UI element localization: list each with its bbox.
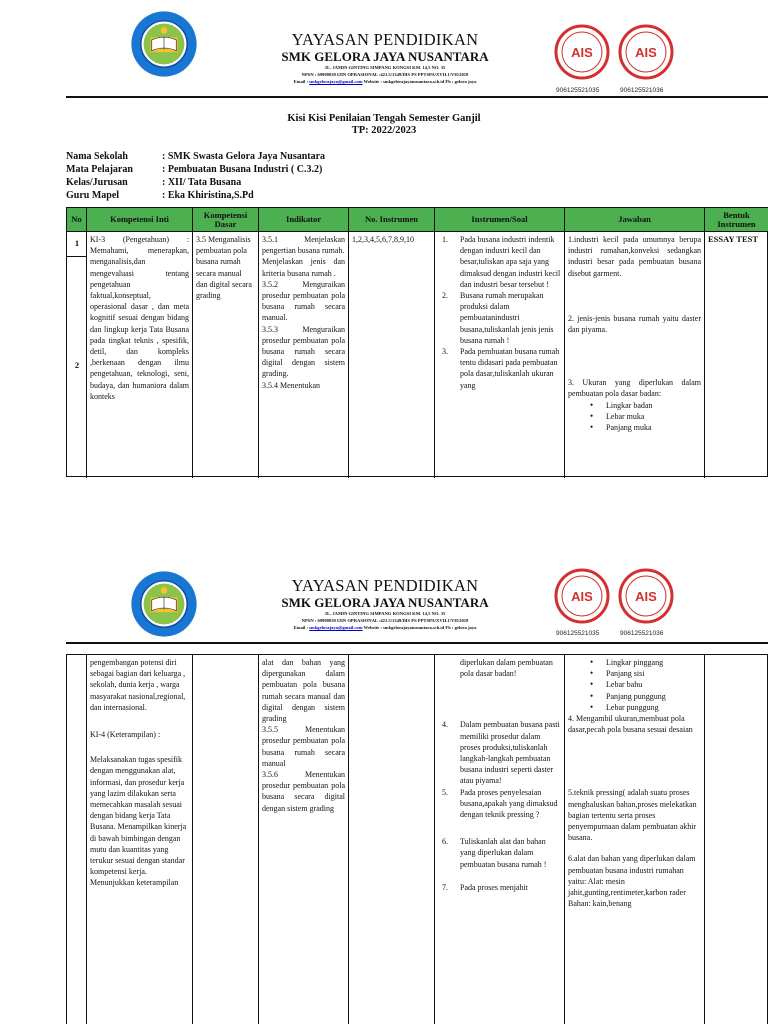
iso-cert-badge-2 xyxy=(616,568,676,624)
col-header-soal: Instrumen/Soal xyxy=(435,208,565,232)
page-gap xyxy=(0,500,768,560)
instrument-number-cell: 1,2,3,4,5,6,7,8,9,10 xyxy=(349,232,435,478)
answer-bullet: • Panjang sisi xyxy=(568,668,701,679)
question-1: 1. Pada busana industri indentik dengan industri kecil dan besar,tuliskan apa saja yang dimaksud dengan industri kecil dan industri besar tersebut ! xyxy=(442,235,561,289)
jawaban-cell: • Lingkar pinggang • Panjang sisi • Lebar bahu • Panjang punggung • Lebar punggung 4. Mengambil ukuran,membuat pola dasar,pecah pola busana sesuai desaian 5.teknik pressing( adalah suatu proses menghaluskan bahan,proses melekatkan bagian tertentu serta proses penyempurnaan dalam pembuatan akhir busana. 6.alat dan bahan yang diperlukan dalam pembuatan busana industri rumahan yaitu: Alat: mesin jahit,gunting,rentimeter,karbon rader Bahan: kain,benang xyxy=(565,655,705,1024)
school-contact: Email : smkgelorajaya@gmail.com Website : smkgelorajayanusantara.sch.id Fb : gelora jaya xyxy=(293,79,477,84)
answer-bullet: • Lebar muka xyxy=(568,411,701,422)
header-divider xyxy=(66,96,768,98)
ki-cell: pengembangan potensi diri sebagai bagian dari keluarga , sekolah, dunia kerja , warga masyarakat nasional,regional, dan internasional. KI-4 (Keterampilan) : Melaksanakan tugas spesifik dengan menggunakan alat, informasi, dan prosedur kerja yang lazim dilakukan serta memecahkan masalah sesuai dengan bidang kerja Tata Busana. Menampilkan kinerja di bawah bimbingan dengan mutu dan kuantitas yang terukur sesuai dengan standar kompetensi kerja. Menunjukkan keterampilan xyxy=(87,655,193,1024)
foundation-name: YAYASAN PENDIDIKAN xyxy=(291,30,479,49)
answer-bullet: • Lebar bahu xyxy=(568,679,701,690)
question-6: 6. Tuliskanlah alat dan bahan yang diperlukan dalam pembuatan busana rumah ! xyxy=(442,837,547,869)
bentuk-cell xyxy=(705,655,768,1024)
school-name: SMK GELORA JAYA NUSANTARA xyxy=(281,49,489,64)
col-header-no: No xyxy=(67,208,87,232)
email-link[interactable]: smkgelorajaya@gmail.com xyxy=(309,79,363,84)
col-header-kd: Kompetensi Dasar xyxy=(193,208,259,232)
identity-block: Nama Sekolah : SMK Swasta Gelora Jaya Nusantara Mata Pelajaran : Pembuatan Busana Industri ( C.3.2) Kelas/Jurusan : XII/ Tata Busana Guru Mapel : Eka Khiristina,S.Pd xyxy=(66,151,326,201)
letterhead xyxy=(150,30,620,85)
answer-bullet: • Panjang muka xyxy=(568,422,701,433)
col-header-instr-no: No. Instrumen xyxy=(349,208,435,232)
question-3: 3. Pada pembuatan busana rumah tentu didasari pada pembuatan pola dasar,tuliskanlah ukuran yang xyxy=(442,347,560,390)
bentuk-cell: ESSAY TEST xyxy=(708,234,759,244)
school-address: JL. JAMIN GINTING SIMPANG KONGSI KM. 14,5 NO. 35 xyxy=(324,65,446,70)
cert-number-1: 906125521035 xyxy=(556,87,600,94)
doc-title: Kisi Kisi Penilaian Tengah Semester Ganjil xyxy=(287,113,481,124)
col-header-indikator: Indikator xyxy=(259,208,349,232)
iso-cert-badge-1 xyxy=(552,568,612,624)
header-divider xyxy=(66,642,768,644)
indikator-cell: 3.5.1 Menjelaskan pengertian busana rumah. Menjelaskan jenis dan kriteria busana rumah . 3.5.2 Menguraikan prosedur pembuatan pola busana rumah secara manual. 3.5.3 Menguraikan prosedur pembuatan pola busana rumah secara digital dengan sistem grading. 3.5.4 Menentukan xyxy=(259,232,349,478)
svg-text:AIS: AIS xyxy=(571,589,593,604)
col-header-bentuk: Bentuk Instrumen xyxy=(705,208,768,232)
ki-cell: KI-3 (Pengetahuan) : Memahami, menerapkan, menganalisis,dan mengevaluasi tentang pengetahuan faktual,konseptual, operasional dasar , dan meta kognitif sesuai dengan bidang dan lingkup kerja Tata Busana pada tingkat teknis , spesifik, detil, dan kompleks ,berkenaan dengan ilmu pengetahuan, teknologi, seni, budaya, dan humaniora dalam konteks xyxy=(87,232,193,478)
email-link[interactable]: smkgelorajaya@gmail.com xyxy=(309,625,363,630)
cert-number-2: 906125521036 xyxy=(620,87,664,94)
indikator-cell: alat dan bahan yang dipergunakan dalam pembuatan pola busana rumah secara manual dan digital dengan sistem grading 3.5.5 Menentukan prosedur pembuatan pola busana rumah secara manual 3.5.6 Menentukan prosedur pembuatan pola busana secara digital dengan sistem grading xyxy=(259,655,349,1024)
svg-text:AIS: AIS xyxy=(571,45,593,60)
question-2: 2. Busana rumah merupakan produksi dalam pembuatanindustri busana,tuliskanlah jenis jenis busana rumah ! xyxy=(442,291,554,345)
school-license: NPSN : 69908030 IJIN OPRASIONAL :421.5/1349/DIS PS PPTSPA/XVII.1/VII/2018 xyxy=(301,72,469,77)
svg-text:AIS: AIS xyxy=(635,45,657,60)
kd-cell xyxy=(193,655,259,1024)
cert-number-1: 906125521035 xyxy=(556,630,600,637)
iso-cert-badge-1 xyxy=(552,24,612,80)
foundation-name: YAYASAN PENDIDIKAN xyxy=(291,576,479,595)
grid-table-page-1 xyxy=(66,207,768,477)
answer-bullet: • Lebar punggung xyxy=(568,702,701,713)
grid-table-page-2 xyxy=(66,654,768,1024)
school-license: NPSN : 69908030 IJIN OPRASIONAL :421.5/1349/DIS PS PPTSPA/XVII.1/VII/2018 xyxy=(301,618,469,623)
document-page-1 xyxy=(0,0,768,500)
school-contact: Email : smkgelorajaya@gmail.com Website : smkgelorajayanusantara.sch.id Fb : gelora jaya xyxy=(293,625,477,630)
soal-cell: diperlukan dalam pembuatan pola dasar badan! 4. Dalam pembuatan busana pasti memiliki prosedur dalam proses produksi,tuliskanlah langkah-langkah pembuatan busana industri seperti daster atau piyama! 5. Pada proses penyelesaian busana,apakah yang dimaksud dengan teknik pressing ? 6. Tuliskanlah alat dan bahan yang diperlukan dalam pembuatan busana rumah ! 7. Pada proses menjahit xyxy=(435,655,565,1024)
school-name: SMK GELORA JAYA NUSANTARA xyxy=(281,595,489,610)
question-4: 4. Dalam pembuatan busana pasti memiliki prosedur dalam proses produksi,tuliskanlah langkah-langkah pembuatan busana industri seperti daster atau piyama! xyxy=(442,720,560,786)
instrument-number-cell xyxy=(349,655,435,1024)
answer-bullet: • Lingkar pinggang xyxy=(568,657,701,668)
document-page-2 xyxy=(0,560,768,1024)
soal-cell xyxy=(435,232,565,478)
col-header-jawaban: Jawaban xyxy=(565,208,705,232)
answer-bullet: • Panjang punggung xyxy=(568,691,701,702)
col-header-ki: Kompetensi Inti xyxy=(87,208,193,232)
doc-year: TP: 2022/2023 xyxy=(351,125,417,136)
row-number-1: 1 xyxy=(74,238,80,248)
svg-text:AIS: AIS xyxy=(635,589,657,604)
kd-cell: 3.5 Menganalisis pembuatan pola busana rumah secara manual dan digital secara grading xyxy=(193,232,259,478)
jawaban-cell: 1.industri kecil pada umumnya berupa industri rumahan,konveksi sedangkan industri besar pada pembuatan busana disebut garment. 2. jenis-jenis busana rumah yaitu daster dan piyama. 3. Ukuran yang diperlukan dalam pembuatan pola dasar badan: • Lingkar badan • Lebar muka • Panjang muka xyxy=(565,232,705,478)
letterhead xyxy=(150,576,620,631)
question-7: 7. Pada proses menjahit xyxy=(442,882,528,892)
row-divider xyxy=(67,256,87,257)
school-address: JL. JAMIN GINTING SIMPANG KONGSI KM. 14,5 NO. 35 xyxy=(324,611,446,616)
row-number-2: 2 xyxy=(74,360,80,370)
answer-bullet: • Lingkar badan xyxy=(568,400,701,411)
iso-cert-badge-2 xyxy=(616,24,676,80)
cert-number-2: 906125521036 xyxy=(620,630,664,637)
question-5: 5. Pada proses penyelesaian busana,apakah yang dimaksud dengan teknik pressing ? xyxy=(442,787,558,820)
